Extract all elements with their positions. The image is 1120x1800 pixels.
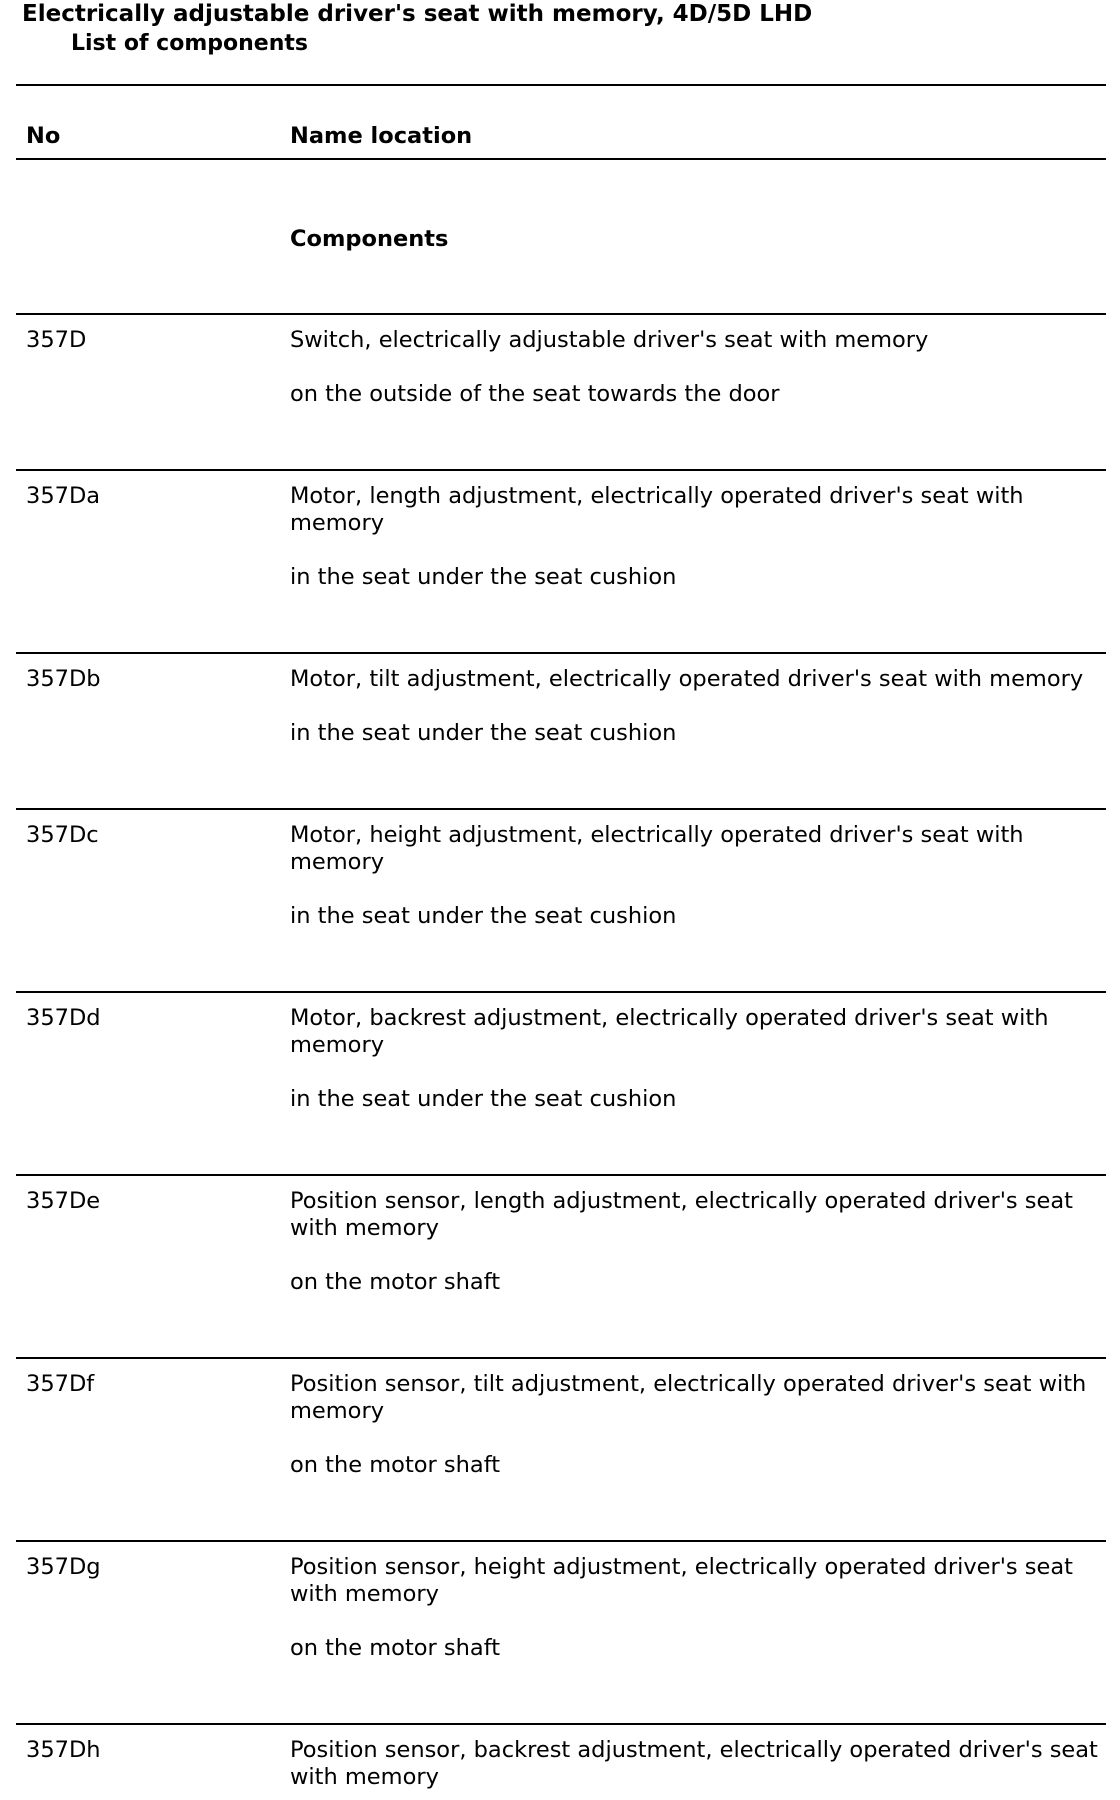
component-name: Position sensor, tilt adjustment, electrically operated driver's seat with: [290, 1371, 1087, 1397]
row-number: 357D: [26, 327, 87, 353]
row-number: 357Db: [26, 666, 101, 692]
row-divider: [16, 1357, 1106, 1359]
component-location: in the seat under the seat cushion: [290, 1086, 677, 1112]
component-location: in the seat under the seat cushion: [290, 564, 677, 590]
column-header-no: No: [26, 123, 61, 149]
row-divider: [16, 808, 1106, 810]
component-name-continued: memory: [290, 510, 385, 536]
column-header-name-location: Name location: [290, 123, 473, 149]
component-name: Motor, tilt adjustment, electrically operated driver's seat with memory: [290, 666, 1084, 692]
component-name-continued: memory: [290, 1032, 385, 1058]
section-heading: Components: [290, 226, 449, 252]
row-divider: [16, 991, 1106, 993]
row-number: 357Da: [26, 483, 101, 509]
component-name: Motor, backrest adjustment, electrically operated driver's seat with: [290, 1005, 1049, 1031]
row-divider: [16, 469, 1106, 471]
row-divider: [16, 1174, 1106, 1176]
component-location: in the seat under the seat cushion: [290, 903, 677, 929]
component-location: on the motor shaft: [290, 1269, 501, 1295]
component-name-continued: with memory: [290, 1215, 439, 1241]
component-name: Motor, height adjustment, electrically operated driver's seat with: [290, 822, 1024, 848]
row-number: 357Dc: [26, 822, 99, 848]
component-name-continued: memory: [290, 849, 385, 875]
component-name: Position sensor, length adjustment, electrically operated driver's seat: [290, 1188, 1073, 1214]
header-top-rule: [16, 84, 1106, 86]
row-number: 357Df: [26, 1371, 95, 1397]
component-location: on the outside of the seat towards the door: [290, 381, 780, 407]
row-number: 357Dh: [26, 1737, 101, 1763]
document-title: Electrically adjustable driver's seat with memory, 4D/5D LHD: [22, 1, 813, 27]
row-divider: [16, 313, 1106, 315]
header-bottom-rule: [16, 158, 1106, 160]
row-number: 357De: [26, 1188, 101, 1214]
row-divider: [16, 1540, 1106, 1542]
row-divider: [16, 652, 1106, 654]
component-name: Position sensor, backrest adjustment, electrically operated driver's seat: [290, 1737, 1098, 1763]
component-name-continued: with memory: [290, 1581, 439, 1607]
row-number: 357Dg: [26, 1554, 101, 1580]
row-divider: [16, 1723, 1106, 1725]
component-name: Switch, electrically adjustable driver's seat with memory: [290, 327, 929, 353]
component-location: in the seat under the seat cushion: [290, 720, 677, 746]
component-location: on the motor shaft: [290, 1452, 501, 1478]
document-subtitle: List of components: [71, 31, 308, 56]
component-location: on the motor shaft: [290, 1635, 501, 1661]
component-name-continued: with memory: [290, 1764, 439, 1790]
row-number: 357Dd: [26, 1005, 101, 1031]
document-header: [22, 0, 1112, 58]
component-name: Position sensor, height adjustment, electrically operated driver's seat: [290, 1554, 1073, 1580]
component-name-continued: memory: [290, 1398, 385, 1424]
component-name: Motor, length adjustment, electrically operated driver's seat with: [290, 483, 1024, 509]
